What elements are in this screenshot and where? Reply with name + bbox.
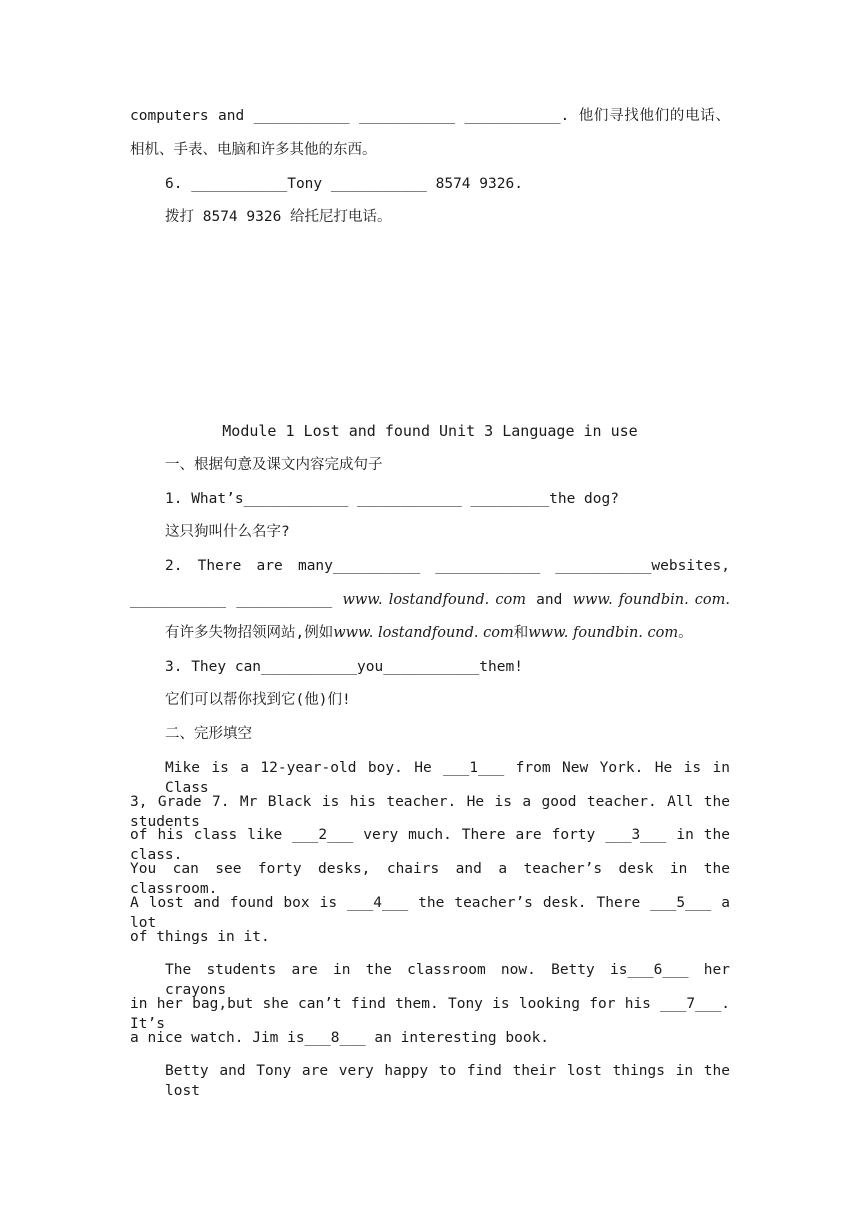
- question-6-translation: 拨打 8574 9326 给托尼打电话。: [165, 209, 392, 225]
- question-3-translation: 它们可以帮你找到它(他)们!: [165, 692, 351, 708]
- passage-line: 3, Grade 7. Mr Black is his teacher. He is a good teacher. All the students: [130, 794, 730, 830]
- passage-line: The students are in the classroom now. Betty is___6___ her crayons: [165, 962, 730, 998]
- url-foundbin: www. foundbin. com.: [572, 592, 730, 608]
- passage-line: of his class like ___2___ very much. There are forty ___3___ in the class.: [130, 827, 730, 863]
- question-6: 6. ___________Tony ___________ 8574 9326.: [165, 176, 523, 192]
- passage-line: of things in it.: [130, 929, 270, 945]
- passage-line: Mike is a 12-year-old boy. He ___1___ from New York. He is in Class: [165, 760, 730, 796]
- url-lostandfound: www. lostandfound. com: [342, 592, 526, 608]
- passage-line: a nice watch. Jim is___8___ an interesting book.: [130, 1030, 550, 1046]
- text-line: 相机、手表、电脑和许多其他的东西。: [130, 142, 377, 158]
- question-2: 2. There are many__________ ____________ ___________websites,: [165, 558, 730, 574]
- section-heading: 二、完形填空: [165, 726, 252, 742]
- question-1-translation: 这只狗叫什么名字?: [165, 524, 290, 540]
- passage-line: A lost and found box is ___4___ the teacher’s desk. There ___5___ a lot: [130, 895, 730, 931]
- question-3: 3. They can___________you___________them!: [165, 659, 523, 675]
- module-title: Module 1 Lost and found Unit 3 Language in use: [222, 422, 638, 440]
- question-1: 1. What’s____________ ____________ _________the dog?: [165, 491, 619, 507]
- question-2-translation: 有许多失物招领网站,例如www. lostandfound. com和www. foundbin. com。: [165, 625, 693, 641]
- passage-line: Betty and Tony are very happy to find their lost things in the lost: [165, 1063, 730, 1099]
- passage-line: in her bag,but she can’t find them. Tony is looking for his ___7___. It’s: [130, 996, 730, 1032]
- question-2-continued: ___________ ___________ www. lostandfound. com and www. foundbin. com.: [130, 592, 730, 608]
- text-line: computers and ___________ ___________ ___________. 他们寻找他们的电话、: [130, 108, 730, 124]
- section-heading: 一、根据句意及课文内容完成句子: [165, 457, 383, 473]
- passage-line: You can see forty desks, chairs and a teacher’s desk in the classroom.: [130, 861, 730, 897]
